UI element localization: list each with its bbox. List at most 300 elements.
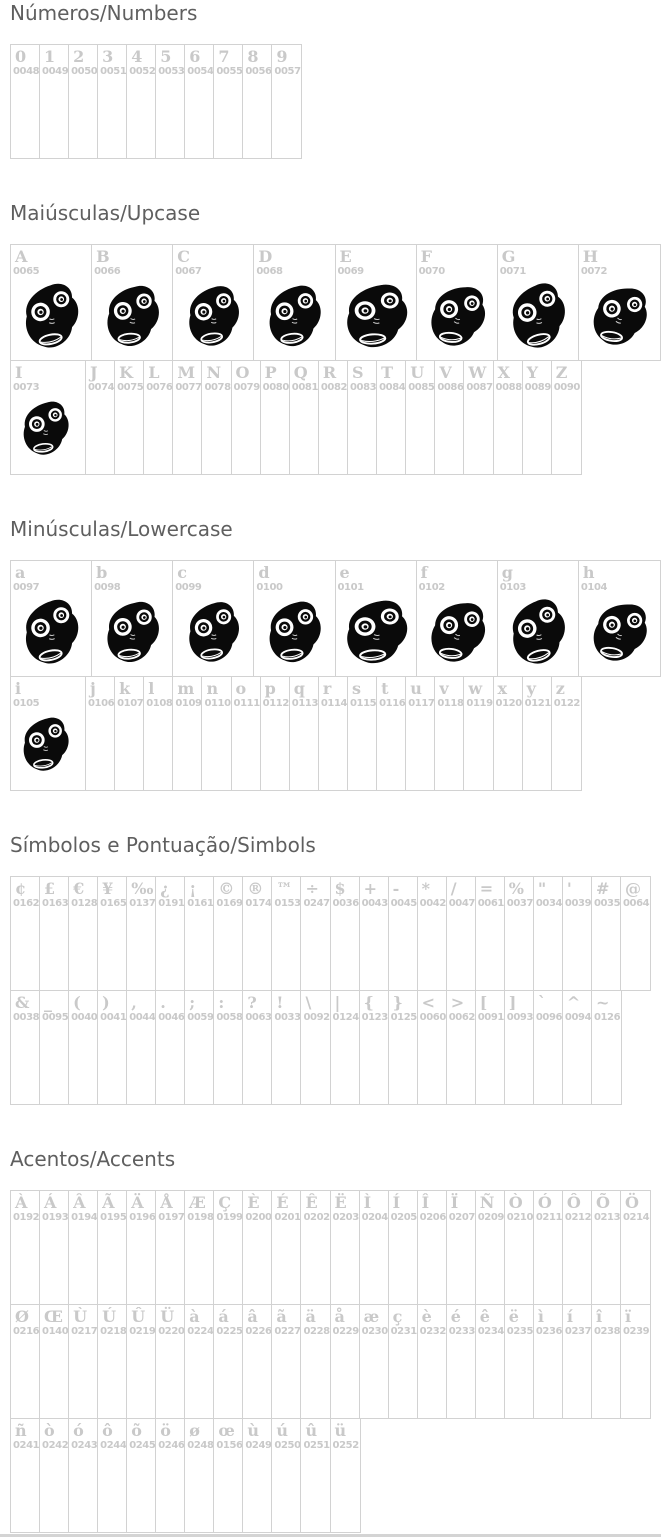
char-code: 0115: [349, 698, 377, 709]
char-label: œ: [218, 1421, 235, 1440]
char-code: 0120: [495, 698, 522, 709]
char-label: ©: [218, 879, 235, 898]
char-label: Ã: [102, 1193, 115, 1212]
char-label: D: [258, 247, 273, 266]
char-label: à: [189, 1307, 200, 1326]
char-code: 0082: [320, 382, 348, 393]
char-code: 0116: [379, 698, 406, 709]
char-label: â: [247, 1307, 258, 1326]
char-code: 0241: [13, 1440, 40, 1451]
char-label: í: [566, 1307, 573, 1326]
char-label: K: [119, 363, 134, 382]
char-label: /: [450, 879, 457, 898]
char-label: è: [421, 1307, 432, 1326]
char-cell-0211: [534, 1191, 563, 1304]
char-code: 0091: [477, 1012, 504, 1023]
char-code: 0075: [117, 382, 144, 393]
char-label: ü: [334, 1421, 347, 1440]
char-cell-0043: [360, 877, 389, 990]
char-code: 0194: [71, 1212, 98, 1223]
char-code: 0213: [593, 1212, 621, 1223]
char-cell-0101: [336, 561, 417, 676]
char-cell-0113: [290, 677, 319, 790]
char-label: z: [555, 679, 565, 698]
char-cell-0218: [98, 1305, 127, 1418]
monkey-face-glyph: [502, 593, 576, 675]
char-code: 0079: [233, 382, 260, 393]
char-code: 0060: [419, 1012, 446, 1023]
char-label: d: [258, 563, 270, 582]
char-code: 0045: [390, 898, 417, 909]
char-cell-0124: [331, 991, 360, 1104]
char-label: ç: [392, 1307, 403, 1326]
char-cell-0174: [243, 877, 272, 990]
char-label: ): [102, 993, 110, 1012]
char-code: 0102: [418, 582, 445, 593]
char-label: =: [479, 879, 494, 898]
char-cell-0227: [272, 1305, 301, 1418]
char-cell-0047: [447, 877, 476, 990]
char-cell-0038: [11, 991, 40, 1104]
char-label: Z: [555, 363, 568, 382]
char-cell-0095: [40, 991, 69, 1104]
char-code: 0239: [622, 1326, 650, 1337]
char-label: ù: [247, 1421, 260, 1440]
char-label: f: [420, 563, 428, 582]
char-label: e: [339, 563, 350, 582]
char-code: 0114: [320, 698, 348, 709]
char-label: !: [276, 993, 284, 1012]
char-cell-0247: [301, 877, 330, 990]
char-cell-0083: [348, 361, 377, 474]
char-code: 0042: [419, 898, 446, 909]
char-label: ~: [595, 993, 610, 1012]
char-label: 8: [247, 47, 259, 66]
monkey-face-glyph: [420, 592, 496, 675]
char-label: $: [334, 879, 346, 898]
monkey-face-glyph: [101, 281, 165, 354]
char-code: 0195: [100, 1212, 127, 1223]
char-label: È: [247, 1193, 260, 1212]
char-cell-0050: [69, 45, 98, 158]
char-label: k: [119, 679, 131, 698]
char-label: O: [235, 363, 250, 382]
char-label: h: [582, 563, 595, 582]
char-code: 0205: [390, 1212, 417, 1223]
char-code: 0033: [274, 1012, 301, 1023]
char-code: 0064: [622, 898, 650, 909]
char-cell-0096: [534, 991, 563, 1104]
char-cell-0206: [418, 1191, 447, 1304]
char-cell-0163: [40, 877, 69, 990]
char-code: 0123: [361, 1012, 388, 1023]
char-code: 0109: [175, 698, 202, 709]
charmap-row: [10, 876, 651, 991]
char-label: N: [206, 363, 222, 382]
char-code: 0068: [256, 266, 283, 277]
char-cell-0169: [214, 877, 243, 990]
char-label: a: [15, 563, 26, 582]
char-cell-0106: [86, 677, 115, 790]
char-cell-0104: [579, 561, 660, 676]
char-label: t: [381, 679, 389, 698]
char-code: 0210: [506, 1212, 534, 1223]
char-cell-0248: [185, 1419, 214, 1532]
char-label: 4: [131, 47, 143, 66]
char-label: À: [15, 1193, 28, 1212]
char-cell-0073: [11, 361, 86, 474]
char-code: 0074: [88, 382, 115, 393]
char-label: c: [177, 563, 187, 582]
char-code: 0125: [390, 1012, 417, 1023]
char-cell-0065: [11, 245, 92, 360]
char-code: 0095: [42, 1012, 69, 1023]
char-label: V: [439, 363, 452, 382]
charmap-row: [10, 1304, 651, 1419]
char-cell-0036: [331, 877, 360, 990]
char-code: 0105: [13, 698, 40, 709]
char-label: Ä: [131, 1193, 144, 1212]
char-cell-0216: [11, 1305, 40, 1418]
char-code: 0199: [216, 1212, 243, 1223]
char-label: ò: [44, 1421, 55, 1440]
char-cell-0243: [69, 1419, 98, 1532]
char-cell-0229: [331, 1305, 360, 1418]
char-code: 0193: [42, 1212, 69, 1223]
char-code: 0231: [390, 1326, 417, 1337]
char-cell-0108: [144, 677, 173, 790]
char-cell-0242: [40, 1419, 69, 1532]
char-code: 0165: [100, 898, 127, 909]
monkey-face-glyph: [582, 276, 660, 360]
char-label: ®: [247, 879, 264, 898]
char-label: L: [148, 363, 160, 382]
charmap-row: [10, 360, 582, 475]
char-label: q: [293, 679, 305, 698]
char-label: Å: [160, 1193, 173, 1212]
char-label: ]: [508, 993, 517, 1012]
char-cell-0081: [290, 361, 319, 474]
char-code: 0226: [245, 1326, 272, 1337]
char-cell-0228: [301, 1305, 330, 1418]
char-code: 0191: [158, 898, 185, 909]
char-cell-0232: [418, 1305, 447, 1418]
char-code: 0249: [245, 1440, 272, 1451]
char-code: 0096: [535, 1012, 563, 1023]
char-code: 0119: [466, 698, 493, 709]
charmap-row: [10, 990, 622, 1105]
char-label: 6: [189, 47, 201, 66]
char-label: \: [305, 993, 312, 1012]
char-label: R: [322, 363, 337, 382]
char-label: >: [450, 993, 465, 1012]
char-label: €: [73, 879, 85, 898]
char-label: Æ: [189, 1193, 206, 1212]
char-cell-0063: [243, 991, 272, 1104]
char-cell-0234: [476, 1305, 505, 1418]
char-cell-0238: [592, 1305, 621, 1418]
char-cell-0120: [494, 677, 523, 790]
char-label: 0: [15, 47, 27, 66]
char-label: Â: [73, 1193, 86, 1212]
char-code: 0174: [245, 898, 272, 909]
monkey-face-glyph: [17, 278, 87, 357]
char-cell-0214: [621, 1191, 650, 1304]
monkey-face-glyph: [19, 397, 73, 463]
char-code: 0094: [564, 1012, 592, 1023]
char-label: <: [421, 993, 436, 1012]
char-label: .: [160, 993, 166, 1012]
char-label: n: [206, 679, 219, 698]
char-cell-0080: [261, 361, 290, 474]
char-cell-0045: [389, 877, 418, 990]
char-cell-0079: [232, 361, 261, 474]
section-symbols: [10, 834, 661, 1105]
char-cell-0102: [417, 561, 498, 676]
char-label: Ô: [566, 1193, 581, 1212]
char-code: 0084: [379, 382, 406, 393]
char-cell-0231: [389, 1305, 418, 1418]
char-code: 0202: [303, 1212, 330, 1223]
char-code: 0234: [477, 1326, 504, 1337]
char-cell-0092: [301, 991, 330, 1104]
char-code: 0227: [274, 1326, 301, 1337]
char-code: 0251: [303, 1440, 330, 1451]
char-code: 0090: [553, 382, 580, 393]
char-cell-0034: [534, 877, 563, 990]
char-label: {: [363, 993, 374, 1012]
char-cell-0076: [144, 361, 173, 474]
char-code: 0197: [158, 1212, 185, 1223]
char-cell-0109: [173, 677, 202, 790]
char-label: P: [264, 363, 277, 382]
char-label: p: [264, 679, 276, 698]
char-label: é: [450, 1307, 461, 1326]
char-cell-0099: [173, 561, 254, 676]
char-cell-0091: [476, 991, 505, 1104]
char-code: 0201: [274, 1212, 301, 1223]
monkey-face-glyph: [339, 596, 413, 672]
char-cell-0086: [435, 361, 464, 474]
char-cell-0110: [202, 677, 231, 790]
char-label: F: [420, 247, 432, 266]
char-cell-0225: [214, 1305, 243, 1418]
char-label: ¿: [160, 879, 170, 898]
char-code: 0037: [506, 898, 534, 909]
monkey-face-glyph: [265, 282, 326, 353]
char-cell-0085: [406, 361, 435, 474]
char-code: 0161: [187, 898, 214, 909]
char-code: 0192: [13, 1212, 40, 1223]
char-code: 0055: [216, 66, 243, 77]
char-label: ë: [508, 1307, 519, 1326]
char-cell-0217: [69, 1305, 98, 1418]
char-code: 0072: [580, 266, 608, 277]
char-code: 0113: [291, 698, 318, 709]
char-code: 0244: [100, 1440, 127, 1451]
char-label: Ï: [450, 1193, 459, 1212]
char-label: S: [351, 363, 364, 382]
char-label: ?: [247, 993, 257, 1012]
monkey-face-glyph: [502, 277, 576, 359]
char-code: 0111: [233, 698, 260, 709]
char-code: 0050: [71, 66, 98, 77]
char-label: 5: [160, 47, 172, 66]
char-cell-0194: [69, 1191, 98, 1304]
char-code: 0137: [129, 898, 156, 909]
char-cell-0062: [447, 991, 476, 1104]
char-label: v: [439, 679, 449, 698]
char-cell-0195: [98, 1191, 127, 1304]
char-code: 0051: [100, 66, 127, 77]
char-code: 0124: [332, 1012, 359, 1023]
char-label: Ë: [334, 1193, 347, 1212]
char-label: *: [421, 879, 431, 898]
char-cell-0051: [98, 45, 127, 158]
monkey-face-glyph: [19, 713, 73, 779]
char-code: 0081: [291, 382, 318, 393]
char-code: 0093: [506, 1012, 534, 1023]
char-cell-0071: [498, 245, 579, 360]
char-code: 0236: [535, 1326, 563, 1337]
char-code: 0069: [337, 266, 364, 277]
char-code: 0083: [349, 382, 377, 393]
char-code: 0039: [564, 898, 592, 909]
char-code: 0198: [187, 1212, 214, 1223]
char-code: 0216: [13, 1326, 40, 1337]
char-cell-0075: [115, 361, 144, 474]
char-cell-0121: [523, 677, 552, 790]
char-cell-0220: [156, 1305, 185, 1418]
char-code: 0035: [593, 898, 621, 909]
char-cell-0205: [389, 1191, 418, 1304]
charmap-row: [10, 560, 661, 677]
char-label: I: [15, 363, 23, 382]
char-cell-0115: [348, 677, 377, 790]
char-code: 0243: [71, 1440, 98, 1451]
char-cell-0162: [11, 877, 40, 990]
char-cell-0249: [243, 1419, 272, 1532]
section-accents: [10, 1148, 661, 1533]
char-cell-0125: [389, 991, 418, 1104]
char-label: ÷: [305, 879, 319, 898]
char-code: 0044: [129, 1012, 156, 1023]
char-cell-0161: [185, 877, 214, 990]
char-label: u: [410, 679, 422, 698]
char-cell-0049: [40, 45, 69, 158]
charmap-row: [10, 44, 302, 159]
char-code: 0200: [245, 1212, 272, 1223]
char-label: b: [96, 563, 108, 582]
char-cell-0040: [69, 991, 98, 1104]
char-code: 0212: [564, 1212, 592, 1223]
char-cell-0239: [621, 1305, 650, 1418]
char-cell-0070: [417, 245, 498, 360]
char-cell-0123: [360, 991, 389, 1104]
char-cell-0252: [331, 1419, 360, 1532]
char-label: 3: [102, 47, 114, 66]
char-cell-0084: [377, 361, 406, 474]
char-cell-0156: [214, 1419, 243, 1532]
char-label: Ø: [15, 1307, 29, 1326]
char-code: 0104: [580, 582, 608, 593]
char-code: 0218: [100, 1326, 127, 1337]
char-code: 0217: [71, 1326, 98, 1337]
char-code: 0211: [535, 1212, 563, 1223]
char-code: 0101: [337, 582, 364, 593]
char-cell-0140: [40, 1305, 69, 1418]
char-label: s: [351, 679, 361, 698]
char-code: 0073: [13, 382, 40, 393]
char-code: 0062: [448, 1012, 475, 1023]
char-label: Í: [392, 1193, 401, 1212]
char-code: 0237: [564, 1326, 592, 1337]
char-cell-0202: [301, 1191, 330, 1304]
char-label: j: [90, 679, 96, 698]
char-code: 0169: [216, 898, 243, 909]
char-code: 0220: [158, 1326, 185, 1337]
char-label: ì: [537, 1307, 544, 1326]
char-cell-0224: [185, 1305, 214, 1418]
char-label: á: [218, 1307, 229, 1326]
charmap-row: [10, 244, 661, 361]
charmap-row: [10, 676, 582, 791]
char-code: 0219: [129, 1326, 156, 1337]
char-label: ¥: [102, 879, 114, 898]
char-cell-0077: [173, 361, 202, 474]
char-cell-0128: [69, 877, 98, 990]
section-lowercase: [10, 518, 661, 791]
char-code: 0036: [332, 898, 359, 909]
char-label: Î: [421, 1193, 430, 1212]
char-cell-0118: [435, 677, 464, 790]
char-code: 0057: [274, 66, 301, 77]
char-code: 0071: [499, 266, 526, 277]
char-cell-0074: [86, 361, 115, 474]
char-code: 0063: [245, 1012, 272, 1023]
char-label: Ê: [305, 1193, 318, 1212]
char-label: Á: [44, 1193, 57, 1212]
char-cell-0198: [185, 1191, 214, 1304]
char-label: Ú: [102, 1307, 117, 1326]
char-code: 0126: [593, 1012, 621, 1023]
char-cell-0119: [464, 677, 493, 790]
char-code: 0252: [332, 1440, 359, 1451]
char-label: ¢: [15, 879, 27, 898]
char-label: i: [15, 679, 22, 698]
char-code: 0122: [553, 698, 580, 709]
char-cell-0100: [254, 561, 335, 676]
char-code: 0048: [13, 66, 40, 77]
char-code: 0228: [303, 1326, 330, 1337]
char-label: l: [148, 679, 155, 698]
monkey-face-glyph: [17, 594, 87, 673]
char-cell-0204: [360, 1191, 389, 1304]
char-code: 0041: [100, 1012, 127, 1023]
char-cell-0165: [98, 877, 127, 990]
char-code: 0248: [187, 1440, 214, 1451]
char-code: 0163: [42, 898, 69, 909]
char-code: 0238: [593, 1326, 621, 1337]
char-label: 9: [276, 47, 288, 66]
char-cell-0103: [498, 561, 579, 676]
char-code: 0103: [499, 582, 526, 593]
section-title-lowercase: Minúsculas/Lowercase: [10, 517, 233, 541]
char-cell-0200: [243, 1191, 272, 1304]
char-code: 0100: [256, 582, 283, 593]
char-cell-0230: [360, 1305, 389, 1418]
char-label: æ: [363, 1307, 380, 1326]
